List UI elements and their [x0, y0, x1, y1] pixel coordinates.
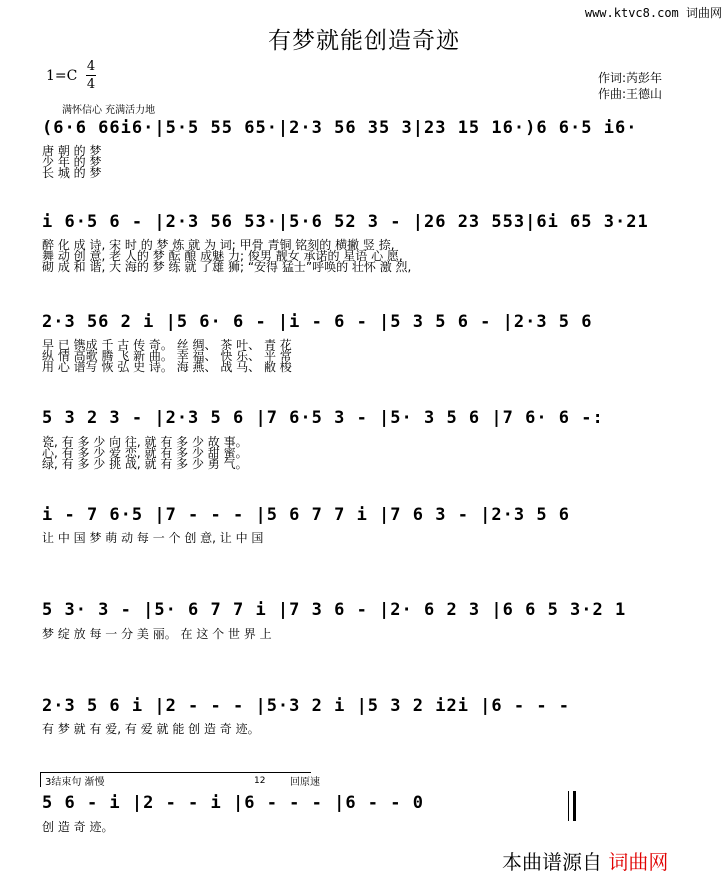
triplet-mark: 12: [254, 776, 266, 786]
lyric-line: 梦 绽 放 每 一 分 美 丽。 在 这 个 世 界 上: [42, 627, 272, 641]
lyrics-row-3: [42, 340, 692, 373]
lyricist: 作词:芮彭年: [598, 71, 663, 85]
notes-row-5: i - 7 6·5 |7 - - - |5 6 7 7 i |7 6 3 - |2·3 5 6: [42, 505, 571, 525]
lyric-line: 早 已 镌成 千 古 传 奇。 丝 绸、 茶 叶、 青 花: [42, 338, 292, 352]
final-barline-thick: [573, 791, 576, 821]
lyric-line: 心, 有 多 少 爱 恋, 就 有 多 少 甜 蜜。: [42, 446, 248, 460]
composer: 作曲:王德山: [598, 87, 663, 101]
lyrics-row-7: [42, 724, 692, 735]
notes-row-8: 5 6 - i |2 - - i |6 - - - |6 - - 0: [42, 793, 424, 813]
notes-row-1: (6·6 66i6·|5·5 55 65·|2·3 56 35 3|23 15 16·)6 6·5 i6·: [42, 118, 638, 138]
source-watermark: www.ktvc8.com 词曲网: [584, 6, 722, 20]
notes-row-7: 2·3 5 6 i |2 - - - |5·3 2 i |5 3 2 i2i |6 - - -: [42, 696, 571, 716]
meter-line: [86, 75, 96, 76]
ending-label: 3结束句 渐慢: [45, 777, 105, 788]
lyric-line: 有 梦 就 有 爱, 有 爱 就 能 创 造 奇 迹。: [42, 722, 260, 736]
notes-row-3: 2·3 56 2 i |5 6· 6 - |i - 6 - |5 3 5 6 - |2·3 5 6: [42, 312, 593, 332]
notes-row-6: 5 3· 3 - |5· 6 7 7 i |7 3 6 - |2· 6 2 3 |6 6 5 3·2 1: [42, 600, 627, 620]
key-signature: 1=C: [46, 68, 78, 84]
lyric-line: 让 中 国 梦 萌 动 每 一 个 创 意, 让 中 国: [42, 531, 264, 545]
time-signature: [86, 59, 96, 92]
lyric-line: 长 城 的 梦: [42, 166, 102, 180]
lyrics-row-1: [42, 146, 692, 179]
footer-brand: 词曲网: [608, 850, 669, 874]
tempo-back-label: 回原速: [290, 777, 320, 788]
lyric-line: 少 年 的 梦: [42, 155, 102, 169]
lyric-line: 瓷, 有 多 少 向 往, 就 有 多 少 故 事。: [42, 435, 248, 449]
lyrics-row-6: [42, 629, 692, 640]
lyric-line: 唐 朝 的 梦: [42, 144, 102, 158]
lyrics-row-2: [42, 240, 692, 273]
meter-top: 4: [86, 59, 96, 74]
expression-mark: 满怀信心 充满活力地: [62, 105, 156, 116]
song-title: 有梦就能创造奇迹: [268, 28, 460, 54]
footer-source: [502, 846, 668, 875]
notes-row-2: i 6·5 6 - |2·3 56 53·|5·6 52 3 - |26 23 553|6i 65 3·21: [42, 212, 649, 232]
lyric-line: 醉 化 成 诗, 宋 时 的 梦 炼 就 为 词; 甲骨 青铜 铭刻的 横撇 竖 捺,: [42, 238, 395, 252]
lyric-line: 纵 情 高歌 腾 飞 新 曲。 幸 福、 快 乐、 平 常: [42, 349, 292, 363]
lyric-line: 创 造 奇 迹。: [42, 820, 114, 834]
meter-bottom: 4: [86, 77, 96, 92]
lyrics-row-5: [42, 533, 692, 544]
lyrics-row-4: [42, 437, 692, 470]
lyrics-row-8: [42, 822, 692, 833]
final-barline-thin: [568, 791, 569, 821]
lyric-line: 舞 动 创 意, 老 人的 梦 酝 酿 成魅 力; 俊男 靓女 承诺的 星语 心 愿,: [42, 249, 403, 263]
footer-label: 本曲谱源自: [502, 850, 602, 874]
lyric-line: 绿, 有 多 少 挑 战, 就 有 多 少 勇 气。: [42, 457, 248, 471]
notes-row-4: 5 3 2 3 - |2·3 5 6 |7 6·5 3 - |5· 3 5 6 |7 6· 6 -:: [42, 408, 604, 428]
lyric-line: 砌 成 和 谐, 大 海的 梦 练 就 了雄 狮; “安得 猛士”呼唤的 壮怀 激 烈,: [42, 260, 412, 274]
lyric-line: 用 心 谱写 恢 弘 史 诗。 海 燕、 战 马、 敝 梭: [42, 360, 292, 374]
